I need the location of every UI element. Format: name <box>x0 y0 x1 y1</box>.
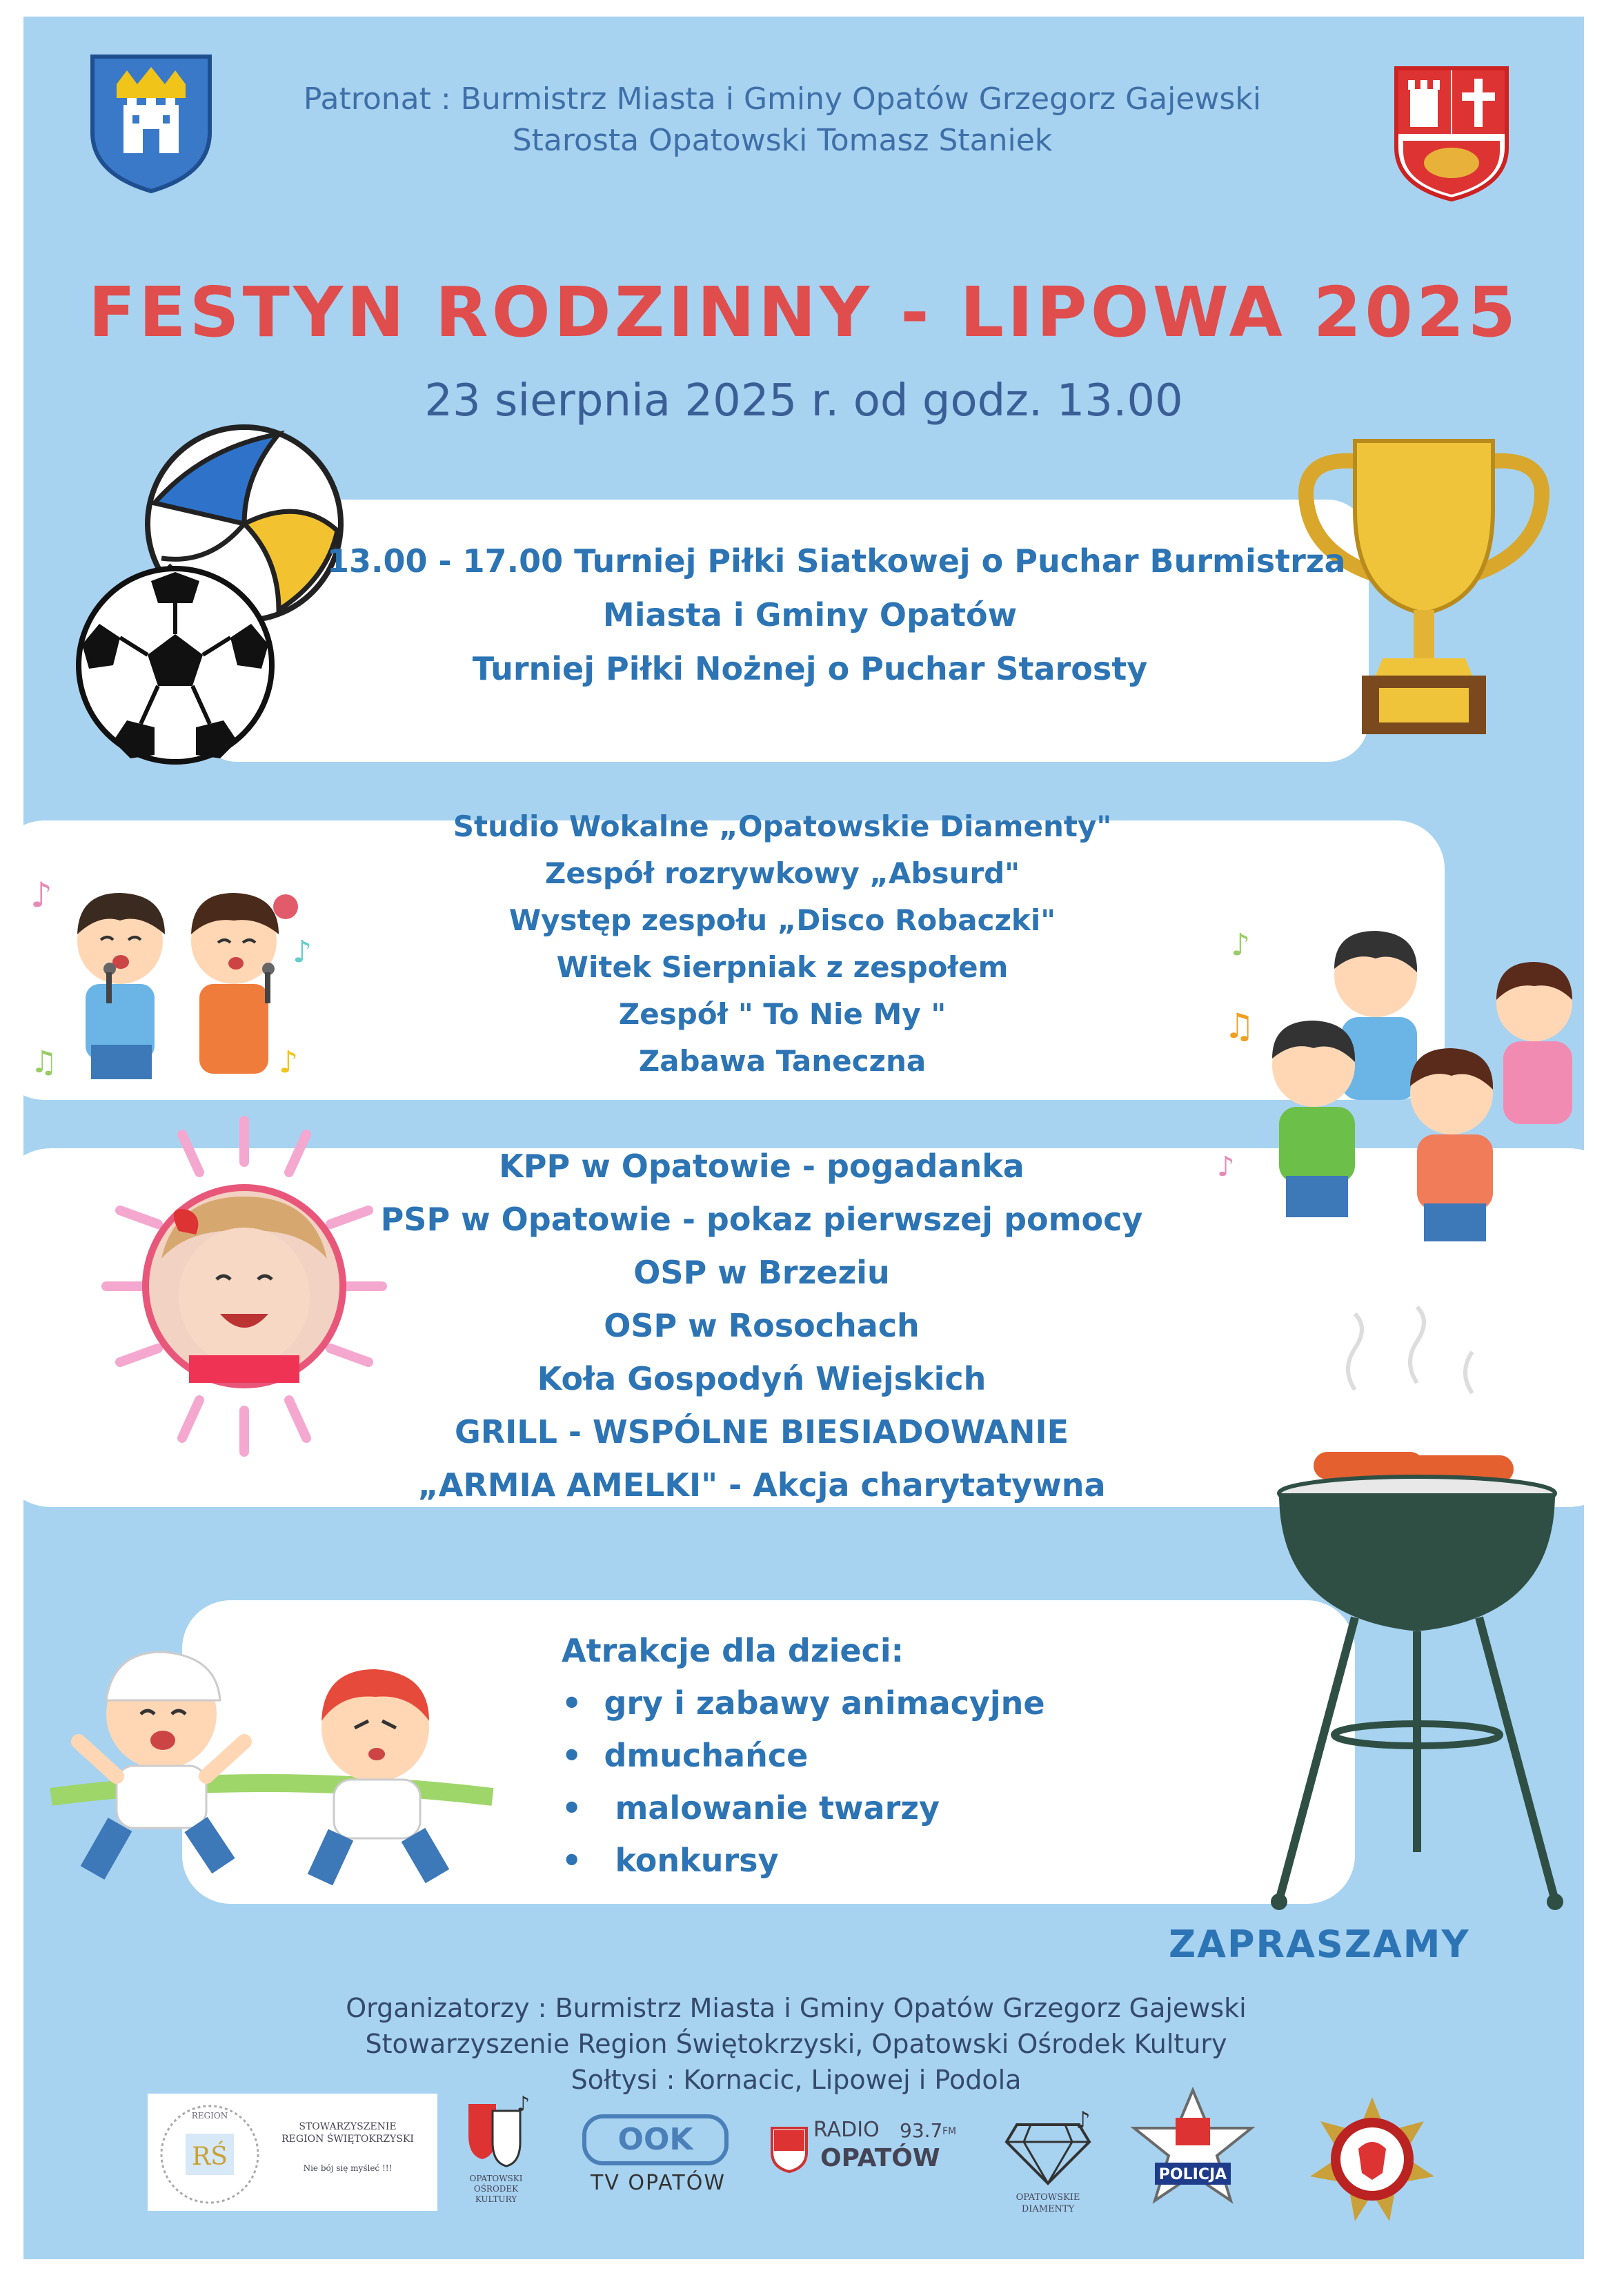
patronage-line-2: Starosta Opatowski Tomasz Staniek <box>512 123 1053 158</box>
music-item-4: Witek Sierpniak z zespołem <box>556 950 1009 984</box>
radio-label-2: OPATÓW <box>820 2144 940 2172</box>
singing-kids-illustration <box>23 865 327 1100</box>
region-ring-text: REGION <box>191 2111 228 2121</box>
sports-line-1: 13.00 - 17.00 Turniej Piłki Siatkowej o Puchar Burmistrza <box>327 542 1346 580</box>
region-motto: Nie bój się myśleć !!! <box>303 2163 393 2173</box>
diamenty-label-2: DIAMENTY <box>1021 2204 1075 2214</box>
tv-label: TV OPATÓW <box>591 2171 726 2195</box>
tv-mark: OOK <box>582 2114 729 2165</box>
show-item-7: „ARMIA AMELKI" - Akcja charytatywna <box>417 1466 1106 1504</box>
event-title: FESTYN RODZINNY - LIPOWA 2025 <box>88 272 1519 353</box>
kids-item: • malowanie twarzy <box>562 1789 940 1827</box>
show-item-5: Koła Gospodyń Wiejskich <box>537 1360 987 1397</box>
opatow-county-crest-icon <box>1393 65 1510 203</box>
police-label: POLICJA <box>1158 2166 1227 2183</box>
bullet-icon: • <box>562 1684 582 1722</box>
music-item-2: Zespół rozrywkowy „Absurd" <box>544 856 1020 890</box>
radio-unit: FM <box>942 2126 957 2137</box>
music-item-3: Występ zespołu „Disco Robaczki" <box>508 903 1056 937</box>
organizers-line-2: Stowarzyszenie Region Świętokrzyski, Opatowski Ośrodek Kultury <box>365 2029 1227 2059</box>
theatre-masks-icon <box>465 2092 531 2170</box>
region-label-1: STOWARZYSZENIE <box>299 2121 397 2132</box>
kids-item: • gry i zabawy animacyjne <box>562 1684 1045 1722</box>
ook-label-3: KULTURY <box>475 2194 517 2204</box>
kids-item: • dmuchańce <box>562 1737 809 1774</box>
show-item-3: OSP w Brzeziu <box>633 1254 890 1291</box>
sports-line-2: Miasta i Gminy Opatów <box>602 596 1018 633</box>
opatow-town-crest-icon <box>86 50 217 195</box>
patronage-line-1: Patronat : Burmistrz Miasta i Gminy Opatów Grzegorz Gajewski <box>303 81 1262 117</box>
svg-text:♪: ♪ <box>30 875 52 915</box>
region-ring-icon <box>155 2099 265 2210</box>
svg-text:♪: ♪ <box>279 1045 299 1080</box>
sports-line-3: Turniej Piłki Nożnej o Puchar Starosty <box>472 650 1148 687</box>
police-star-icon <box>1127 2087 1258 2239</box>
svg-text:♫: ♫ <box>30 1045 58 1080</box>
bullet-icon: • <box>562 1789 582 1827</box>
svg-text:♪: ♪ <box>1217 1151 1235 1183</box>
svg-text:♪: ♪ <box>1076 2107 1091 2134</box>
grill-icon <box>1265 1328 1569 1921</box>
region-mark: RŚ <box>192 2143 228 2171</box>
radio-opatow-logo <box>769 2118 969 2194</box>
svg-text:♪: ♪ <box>517 2092 531 2116</box>
fire-brigade-emblem-icon <box>1307 2094 1438 2225</box>
music-item-6: Zabawa Taneczna <box>638 1044 927 1078</box>
child-photo-burst <box>99 1107 389 1466</box>
bullet-icon: • <box>562 1842 582 1879</box>
radio-label-1: RADIO <box>813 2118 880 2142</box>
ook-label-2: OŚRODEK <box>473 2184 519 2194</box>
radio-crest-icon <box>769 2125 810 2173</box>
svg-text:♪: ♪ <box>293 934 313 970</box>
diamenty-label-1: OPATOWSKIE <box>1016 2192 1080 2203</box>
police-logo <box>1127 2087 1258 2239</box>
event-date: 23 sierpnia 2025 r. od godz. 13.00 <box>424 375 1183 426</box>
kids-attractions <box>562 1624 1045 1887</box>
tv-opatow-logo <box>575 2114 755 2211</box>
radio-frequency: 93.7 <box>900 2119 943 2142</box>
invite-text: ZAPRASZAMY <box>1169 1922 1470 1966</box>
bullet-icon: • <box>562 1737 582 1774</box>
region-label-2: REGION ŚWIĘTOKRZYSKI <box>281 2134 414 2145</box>
music-item-5: Zespół " To Nie My " <box>618 997 947 1031</box>
running-kids-illustration <box>51 1617 506 1907</box>
show-item-1: KPP w Opatowie - pogadanka <box>499 1148 1024 1185</box>
kids-heading: Atrakcje dla dzieci: <box>562 1632 904 1669</box>
poster <box>23 17 1584 2259</box>
soccer-ball-icon <box>72 562 279 769</box>
region-swietokrzyski-logo <box>148 2094 437 2211</box>
show-item-2: PSP w Opatowie - pokaz pierwszej pomocy <box>380 1201 1143 1238</box>
organizers-line-1: Organizatorzy : Burmistrz Miasta i Gminy Opatów Grzegorz Gajewski <box>346 1993 1247 2023</box>
svg-text:♪: ♪ <box>1231 927 1251 963</box>
ook-logo <box>451 2094 541 2232</box>
opatowskie-diamenty-logo <box>989 2107 1107 2228</box>
kids-item: • konkursy <box>562 1842 779 1879</box>
diamond-icon <box>1003 2107 1093 2187</box>
organizers-line-3: Sołtysi : Kornacic, Lipowej i Podola <box>571 2065 1022 2095</box>
ook-label-1: OPATOWSKI <box>469 2174 523 2183</box>
show-item-4: OSP w Rosochach <box>604 1307 920 1344</box>
svg-text:♫: ♫ <box>1224 1006 1255 1046</box>
show-item-6: GRILL - WSPÓLNE BIESIADOWANIE <box>454 1413 1069 1450</box>
music-item-1: Studio Wokalne „Opatowskie Diamenty" <box>453 809 1112 843</box>
